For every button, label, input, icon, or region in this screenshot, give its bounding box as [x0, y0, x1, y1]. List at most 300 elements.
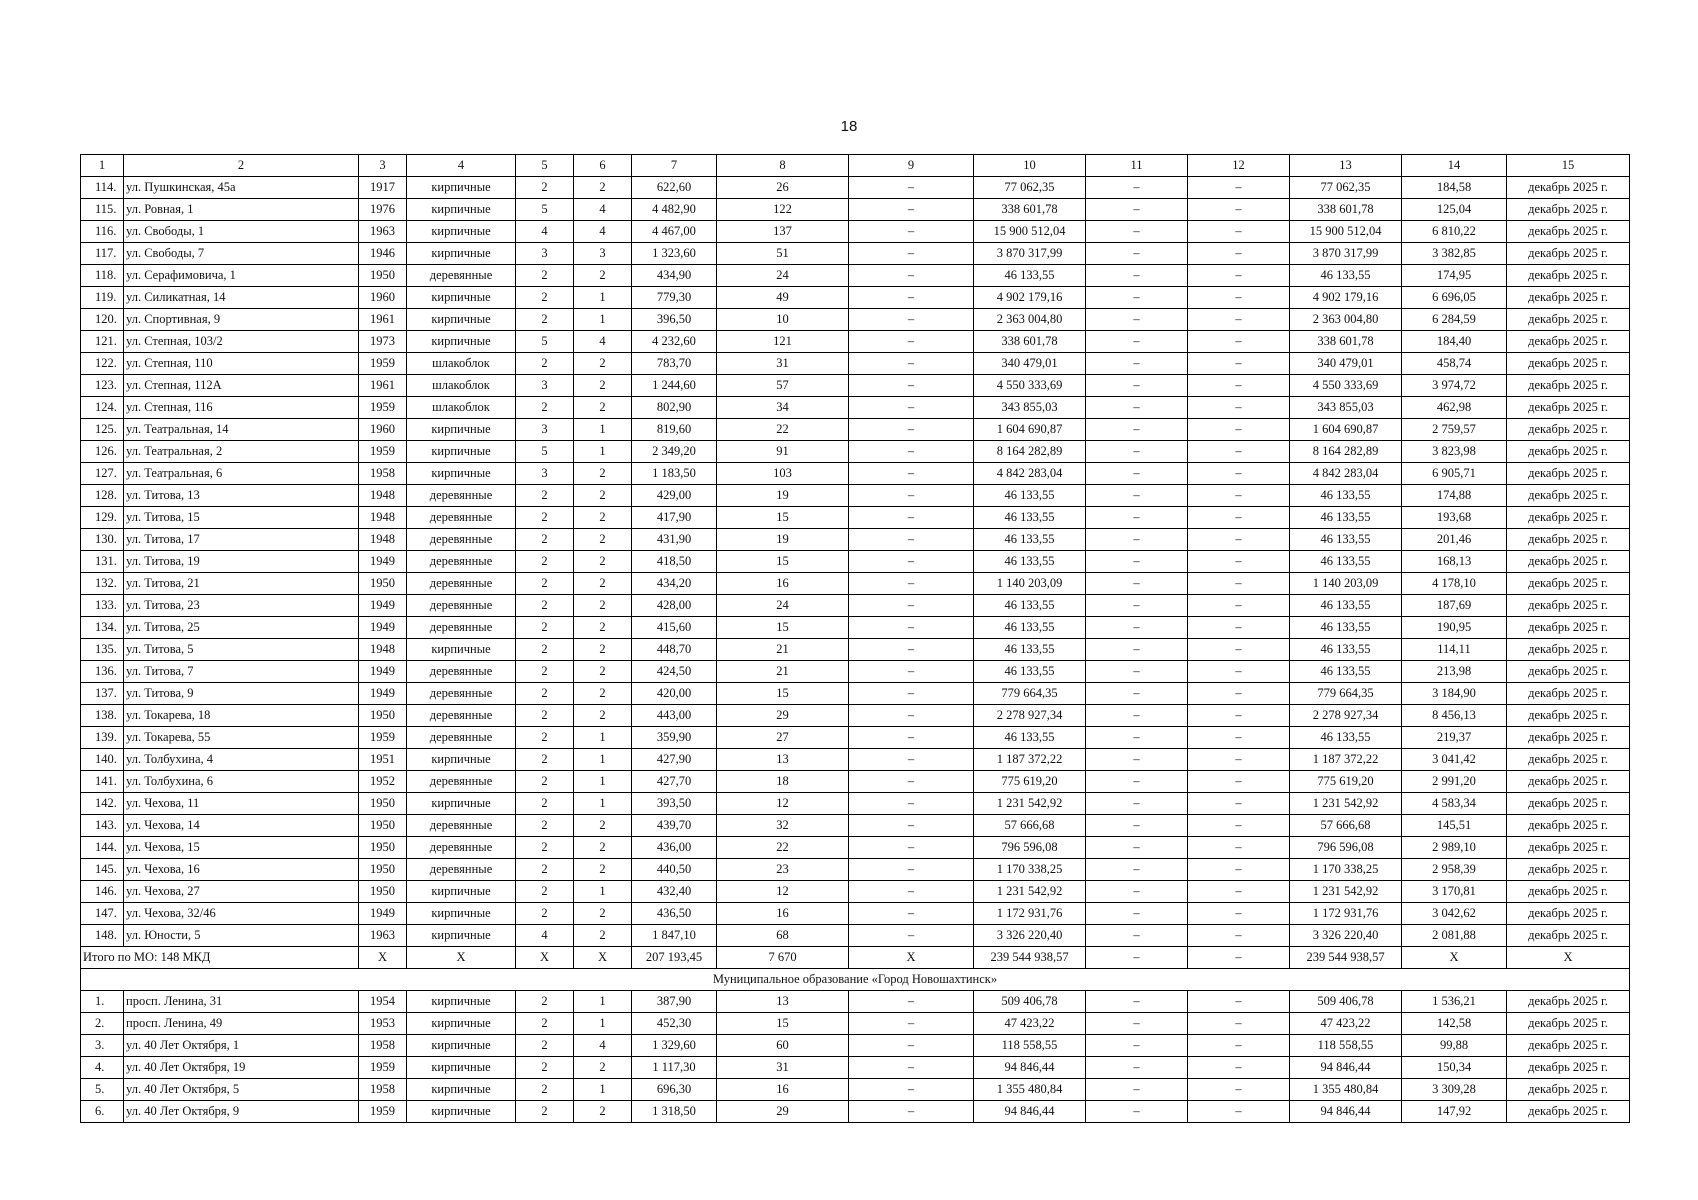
table-cell: – — [1086, 903, 1188, 925]
table-cell: – — [849, 199, 974, 221]
table-cell: 2 — [574, 463, 632, 485]
table-cell: 2 — [516, 859, 574, 881]
table-cell: 46 133,55 — [1290, 639, 1402, 661]
table-cell: – — [1188, 177, 1290, 199]
table-cell: 1 — [574, 287, 632, 309]
table-cell: 114,11 — [1402, 639, 1507, 661]
table-cell: 3 — [574, 243, 632, 265]
table-cell: декабрь 2025 г. — [1507, 309, 1630, 331]
table-cell: декабрь 2025 г. — [1507, 485, 1630, 507]
table-row — [81, 573, 1630, 595]
table-cell: деревянные — [407, 595, 516, 617]
table-cell: 3 326 220,40 — [1290, 925, 1402, 947]
table-cell: 3 309,28 — [1402, 1079, 1507, 1101]
table-cell: 119. — [81, 287, 124, 309]
table-cell: 46 133,55 — [974, 265, 1086, 287]
table-cell: кирпичные — [407, 419, 516, 441]
table-cell: 144. — [81, 837, 124, 859]
table-row — [81, 1057, 1630, 1079]
table-cell: 29 — [717, 1101, 849, 1123]
table-cell: 1958 — [359, 1035, 407, 1057]
table-cell: 60 — [717, 1035, 849, 1057]
table-cell: 2 — [516, 397, 574, 419]
table-cell: 2 958,39 — [1402, 859, 1507, 881]
table-cell: 418,50 — [632, 551, 717, 573]
table-cell: – — [1188, 727, 1290, 749]
table-cell: 2 — [516, 1013, 574, 1035]
table-cell: 2 363 004,80 — [974, 309, 1086, 331]
table-cell: – — [1188, 463, 1290, 485]
column-number-cell: 4 — [407, 155, 516, 177]
table-cell: декабрь 2025 г. — [1507, 1035, 1630, 1057]
table-cell: кирпичные — [407, 749, 516, 771]
table-cell: 1959 — [359, 397, 407, 419]
table-cell: 184,40 — [1402, 331, 1507, 353]
table-cell: 1 — [574, 771, 632, 793]
table-cell: – — [1086, 639, 1188, 661]
table-cell: декабрь 2025 г. — [1507, 397, 1630, 419]
table-cell: 19 — [717, 529, 849, 551]
table-cell: 1959 — [359, 1057, 407, 1079]
table-cell: 168,13 — [1402, 551, 1507, 573]
table-cell: – — [1188, 1035, 1290, 1057]
table-cell: – — [849, 617, 974, 639]
table-cell: 1 — [574, 991, 632, 1013]
table-cell: декабрь 2025 г. — [1507, 749, 1630, 771]
table-cell: 1976 — [359, 199, 407, 221]
table-cell: 424,50 — [632, 661, 717, 683]
table-cell: ул. 40 Лет Октября, 9 — [124, 1101, 359, 1123]
table-cell: – — [849, 485, 974, 507]
table-cell: 2 — [516, 815, 574, 837]
table-cell: кирпичные — [407, 991, 516, 1013]
table-cell: – — [1188, 441, 1290, 463]
header-row — [81, 155, 1630, 177]
total-cell: 207 193,45 — [632, 947, 717, 969]
table-cell: 4 482,90 — [632, 199, 717, 221]
table-cell: – — [849, 1101, 974, 1123]
table-cell: кирпичные — [407, 287, 516, 309]
table-row — [81, 507, 1630, 529]
table-cell: 779 664,35 — [1290, 683, 1402, 705]
table-cell: 696,30 — [632, 1079, 717, 1101]
total-cell: Х — [516, 947, 574, 969]
table-cell: ул. Титова, 5 — [124, 639, 359, 661]
table-cell: 1 172 931,76 — [974, 903, 1086, 925]
table-cell: – — [1086, 925, 1188, 947]
table-cell: 1 170 338,25 — [1290, 859, 1402, 881]
table-cell: – — [1086, 661, 1188, 683]
table-cell: 137 — [717, 221, 849, 243]
table-cell: 122 — [717, 199, 849, 221]
table-cell: декабрь 2025 г. — [1507, 463, 1630, 485]
table-cell: – — [1188, 837, 1290, 859]
table-cell: ул. Театральная, 6 — [124, 463, 359, 485]
table-cell: – — [849, 1035, 974, 1057]
table-cell: 3 326 220,40 — [974, 925, 1086, 947]
table-cell: 819,60 — [632, 419, 717, 441]
table-cell: ул. Токарева, 55 — [124, 727, 359, 749]
table-cell: – — [849, 529, 974, 551]
table-cell: 2 — [516, 727, 574, 749]
table-cell: – — [1086, 199, 1188, 221]
total-cell: – — [1188, 947, 1290, 969]
table-cell: 1 — [574, 419, 632, 441]
table-cell: 49 — [717, 287, 849, 309]
table-cell: 338 601,78 — [1290, 199, 1402, 221]
table-cell: 4 — [574, 1035, 632, 1057]
table-cell: – — [1188, 793, 1290, 815]
table-cell: 1973 — [359, 331, 407, 353]
table-cell: 1958 — [359, 463, 407, 485]
table-cell: 509 406,78 — [974, 991, 1086, 1013]
table-cell: ул. Толбухина, 4 — [124, 749, 359, 771]
table-cell: 118 558,55 — [974, 1035, 1086, 1057]
table-cell: 12 — [717, 881, 849, 903]
table-cell: 219,37 — [1402, 727, 1507, 749]
table-cell: декабрь 2025 г. — [1507, 881, 1630, 903]
table-cell: декабрь 2025 г. — [1507, 375, 1630, 397]
table-cell: декабрь 2025 г. — [1507, 1101, 1630, 1123]
table-cell: декабрь 2025 г. — [1507, 265, 1630, 287]
table-cell: деревянные — [407, 859, 516, 881]
table-cell: – — [1086, 177, 1188, 199]
table-cell: 57 666,68 — [1290, 815, 1402, 837]
table-cell: – — [849, 881, 974, 903]
table-cell: 1 244,60 — [632, 375, 717, 397]
table-cell: 22 — [717, 837, 849, 859]
table-cell: 2 — [516, 309, 574, 331]
table-cell: 1 — [574, 309, 632, 331]
table-cell: кирпичные — [407, 309, 516, 331]
table-row — [81, 287, 1630, 309]
table-cell: ул. Титова, 19 — [124, 551, 359, 573]
table-cell: 1952 — [359, 771, 407, 793]
table-cell: декабрь 2025 г. — [1507, 221, 1630, 243]
table-cell: – — [1188, 903, 1290, 925]
table-cell: 2 278 927,34 — [974, 705, 1086, 727]
table-cell: – — [849, 309, 974, 331]
table-cell: 29 — [717, 705, 849, 727]
table-cell: 1948 — [359, 639, 407, 661]
table-cell: – — [849, 331, 974, 353]
table-cell: 2 — [516, 837, 574, 859]
table-row — [81, 991, 1630, 1013]
table-cell: ул. 40 Лет Октября, 1 — [124, 1035, 359, 1057]
table-cell: – — [849, 177, 974, 199]
table-cell: 6 905,71 — [1402, 463, 1507, 485]
table-cell: – — [849, 705, 974, 727]
table-cell: 2 — [516, 1035, 574, 1057]
table-cell: – — [1086, 463, 1188, 485]
table-cell: 18 — [717, 771, 849, 793]
column-number-cell: 1 — [81, 155, 124, 177]
table-cell: 3 — [516, 243, 574, 265]
table-cell: – — [849, 991, 974, 1013]
table-cell: 436,50 — [632, 903, 717, 925]
table-cell: деревянные — [407, 617, 516, 639]
table-cell: 16 — [717, 903, 849, 925]
table-cell: 201,46 — [1402, 529, 1507, 551]
table-cell: 2 — [516, 639, 574, 661]
total-cell: Х — [574, 947, 632, 969]
table-cell: кирпичные — [407, 639, 516, 661]
table-cell: 47 423,22 — [974, 1013, 1086, 1035]
table-cell: – — [1188, 595, 1290, 617]
total-label: Итого по МО: 148 МКД — [81, 947, 359, 969]
table-cell: 47 423,22 — [1290, 1013, 1402, 1035]
table-cell: 2 — [516, 1057, 574, 1079]
table-cell: 117. — [81, 243, 124, 265]
table-cell: 1 187 372,22 — [1290, 749, 1402, 771]
table-cell: декабрь 2025 г. — [1507, 529, 1630, 551]
table-cell: кирпичные — [407, 1013, 516, 1035]
table-cell: 1 117,30 — [632, 1057, 717, 1079]
table-cell: 2 — [516, 881, 574, 903]
table-cell: 462,98 — [1402, 397, 1507, 419]
table-cell: – — [849, 661, 974, 683]
table-cell: кирпичные — [407, 881, 516, 903]
table-cell: – — [1086, 749, 1188, 771]
table-cell: 2 — [574, 529, 632, 551]
table-cell: 142,58 — [1402, 1013, 1507, 1035]
table-cell: – — [1188, 683, 1290, 705]
table-cell: 1963 — [359, 925, 407, 947]
table-cell: декабрь 2025 г. — [1507, 793, 1630, 815]
table-cell: 1 323,60 — [632, 243, 717, 265]
table-cell: 338 601,78 — [974, 331, 1086, 353]
table-cell: 133. — [81, 595, 124, 617]
table-cell: 4 842 283,04 — [974, 463, 1086, 485]
table-cell: ул. Чехова, 27 — [124, 881, 359, 903]
table-cell: 46 133,55 — [974, 507, 1086, 529]
table-cell: 1 329,60 — [632, 1035, 717, 1057]
table-cell: 340 479,01 — [974, 353, 1086, 375]
table-cell: просп. Ленина, 49 — [124, 1013, 359, 1035]
page-number: 18 — [840, 118, 858, 135]
table-cell: 2 — [516, 485, 574, 507]
table-cell: – — [849, 683, 974, 705]
table-cell: – — [1086, 595, 1188, 617]
table-cell: 4 842 283,04 — [1290, 463, 1402, 485]
table-cell: 1948 — [359, 529, 407, 551]
table-cell: декабрь 2025 г. — [1507, 903, 1630, 925]
table-cell: – — [1188, 617, 1290, 639]
total-row — [81, 947, 1630, 969]
table-cell: – — [849, 727, 974, 749]
table-cell: 2 — [516, 705, 574, 727]
table-cell: 2 — [516, 749, 574, 771]
table-cell: 783,70 — [632, 353, 717, 375]
table-cell: 2 — [574, 837, 632, 859]
table-cell: 187,69 — [1402, 595, 1507, 617]
total-cell: Х — [359, 947, 407, 969]
table-cell: декабрь 2025 г. — [1507, 1057, 1630, 1079]
table-cell: 2 — [516, 573, 574, 595]
table-cell: ул. Титова, 15 — [124, 507, 359, 529]
table-cell: 2 — [516, 287, 574, 309]
table-cell: 3. — [81, 1035, 124, 1057]
table-cell: 1953 — [359, 1013, 407, 1035]
table-cell: 1 604 690,87 — [974, 419, 1086, 441]
table-cell: ул. Юности, 5 — [124, 925, 359, 947]
table-cell: 2 — [574, 815, 632, 837]
table-cell: 142. — [81, 793, 124, 815]
table-cell: 2 349,20 — [632, 441, 717, 463]
table-cell: – — [1086, 397, 1188, 419]
table-row — [81, 815, 1630, 837]
table-cell: декабрь 2025 г. — [1507, 705, 1630, 727]
table-cell: 2 — [516, 771, 574, 793]
table-cell: декабрь 2025 г. — [1507, 727, 1630, 749]
table-cell: 1949 — [359, 595, 407, 617]
table-cell: 3 870 317,99 — [1290, 243, 1402, 265]
table-cell: 3 — [516, 419, 574, 441]
table-cell: декабрь 2025 г. — [1507, 815, 1630, 837]
table-cell: 114. — [81, 177, 124, 199]
table-cell: – — [849, 903, 974, 925]
table-cell: ул. Чехова, 16 — [124, 859, 359, 881]
table-cell: – — [1086, 243, 1188, 265]
table-cell: 46 133,55 — [1290, 727, 1402, 749]
table-cell: 1959 — [359, 353, 407, 375]
table-cell: 1 — [574, 749, 632, 771]
column-number-cell: 3 — [359, 155, 407, 177]
table-cell: 1960 — [359, 287, 407, 309]
table-cell: 132. — [81, 573, 124, 595]
table-cell: 118 558,55 — [1290, 1035, 1402, 1057]
table-cell: – — [1188, 1101, 1290, 1123]
table-cell: – — [1188, 353, 1290, 375]
table-cell: – — [1188, 309, 1290, 331]
table-cell: – — [1188, 507, 1290, 529]
table-cell: декабрь 2025 г. — [1507, 507, 1630, 529]
table-cell: 46 133,55 — [1290, 507, 1402, 529]
table-cell: 4 902 179,16 — [1290, 287, 1402, 309]
table-cell: – — [849, 595, 974, 617]
table-cell: 68 — [717, 925, 849, 947]
table-cell: 779 664,35 — [974, 683, 1086, 705]
table-cell: 2 — [516, 617, 574, 639]
table-row — [81, 1101, 1630, 1123]
table-cell: кирпичные — [407, 1101, 516, 1123]
table-cell: – — [849, 837, 974, 859]
table-cell: 2 — [574, 1101, 632, 1123]
table-cell: 2 — [516, 683, 574, 705]
table-row — [81, 375, 1630, 397]
table-cell: 32 — [717, 815, 849, 837]
table-cell: 1950 — [359, 265, 407, 287]
table-row — [81, 419, 1630, 441]
table-cell: – — [1188, 881, 1290, 903]
table-cell: 143. — [81, 815, 124, 837]
table-cell: кирпичные — [407, 925, 516, 947]
table-cell: 8 164 282,89 — [974, 441, 1086, 463]
table-cell: декабрь 2025 г. — [1507, 177, 1630, 199]
total-cell: Х — [849, 947, 974, 969]
table-cell: 2 — [516, 177, 574, 199]
table-cell: 148. — [81, 925, 124, 947]
table-cell: кирпичные — [407, 1079, 516, 1101]
table-cell: декабрь 2025 г. — [1507, 287, 1630, 309]
column-number-cell: 15 — [1507, 155, 1630, 177]
table-cell: – — [1086, 727, 1188, 749]
table-cell: 440,50 — [632, 859, 717, 881]
table-row — [81, 595, 1630, 617]
table-cell: деревянные — [407, 727, 516, 749]
table-row — [81, 265, 1630, 287]
table-cell: 4 — [574, 221, 632, 243]
table-cell: ул. Силикатная, 14 — [124, 287, 359, 309]
table-cell: – — [849, 793, 974, 815]
table-row — [81, 793, 1630, 815]
table-cell: 443,00 — [632, 705, 717, 727]
table-cell: – — [1086, 265, 1188, 287]
table-cell: 3 823,98 — [1402, 441, 1507, 463]
table-cell: 103 — [717, 463, 849, 485]
table-cell: 1 — [574, 1079, 632, 1101]
table-cell: – — [849, 639, 974, 661]
table-cell: 3 974,72 — [1402, 375, 1507, 397]
table-cell: – — [1086, 1101, 1188, 1123]
table-cell: 122. — [81, 353, 124, 375]
table-cell: – — [849, 507, 974, 529]
table-cell: 57 — [717, 375, 849, 397]
table-cell: 3 — [516, 375, 574, 397]
table-cell: 135. — [81, 639, 124, 661]
table-cell: – — [1086, 859, 1188, 881]
table-cell: декабрь 2025 г. — [1507, 661, 1630, 683]
table-cell: 2 — [574, 595, 632, 617]
table-cell: 3 184,90 — [1402, 683, 1507, 705]
table-cell: 4 232,60 — [632, 331, 717, 353]
table-cell: 1 170 338,25 — [974, 859, 1086, 881]
table-cell: 1. — [81, 991, 124, 1013]
table-cell: 4 467,00 — [632, 221, 717, 243]
table-cell: 1950 — [359, 837, 407, 859]
table-cell: декабрь 2025 г. — [1507, 441, 1630, 463]
table-cell: 1950 — [359, 859, 407, 881]
table-cell: кирпичные — [407, 441, 516, 463]
table-cell: 8 164 282,89 — [1290, 441, 1402, 463]
table-cell: – — [849, 287, 974, 309]
table-cell: 4 550 333,69 — [974, 375, 1086, 397]
table-cell: 46 133,55 — [974, 551, 1086, 573]
table-cell: 147,92 — [1402, 1101, 1507, 1123]
table-row — [81, 331, 1630, 353]
table-cell: 46 133,55 — [1290, 551, 1402, 573]
table-cell: – — [1188, 859, 1290, 881]
table-cell: 802,90 — [632, 397, 717, 419]
table-cell: 1951 — [359, 749, 407, 771]
table-cell: 27 — [717, 727, 849, 749]
table-cell: 77 062,35 — [1290, 177, 1402, 199]
table-cell: 150,34 — [1402, 1057, 1507, 1079]
table-cell: 796 596,08 — [1290, 837, 1402, 859]
table-cell: 1959 — [359, 1101, 407, 1123]
column-number-cell: 6 — [574, 155, 632, 177]
table-cell: – — [1188, 529, 1290, 551]
table-row — [81, 551, 1630, 573]
column-number-cell: 14 — [1402, 155, 1507, 177]
table-cell: 1949 — [359, 903, 407, 925]
table-cell: ул. Театральная, 2 — [124, 441, 359, 463]
table-cell: – — [849, 353, 974, 375]
table-cell: 2 — [516, 265, 574, 287]
table-cell: кирпичные — [407, 243, 516, 265]
table-cell: – — [1188, 265, 1290, 287]
table-cell: 174,88 — [1402, 485, 1507, 507]
